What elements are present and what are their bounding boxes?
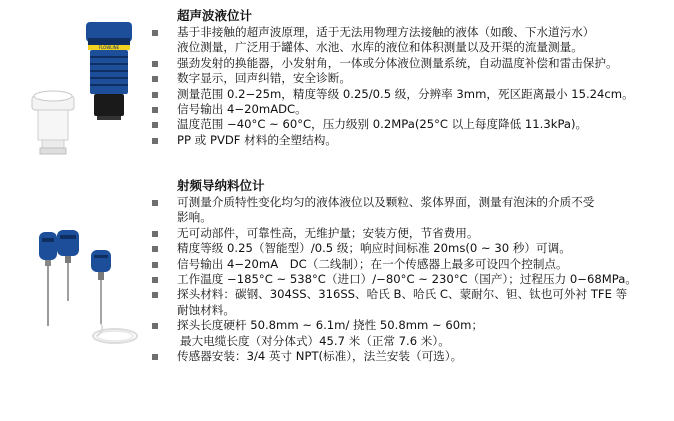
list-item: 测量范围 0.2−25m，精度等级 0.25/0.5 级，分辨率 3mm，死区距离最小 15.24cm。: [150, 87, 670, 102]
list-item: 温度范围 −40°C ~ 60°C，压力级别 0.2MPa(25°C 以上每度降低 11.3kPa)。: [150, 117, 670, 132]
square-bullet-icon: [152, 92, 158, 98]
blue-sensor: [86, 22, 132, 120]
square-bullet-icon: [152, 292, 158, 298]
white-sensor: [32, 91, 74, 154]
list-item: 信号输出 4−20mA DC（二线制）；在一个传感器上最多可设四个控制点。: [150, 257, 670, 272]
list-item: PP 或 PVDF 材料的全塑结构。: [150, 133, 670, 148]
square-bullet-icon: [152, 30, 158, 36]
list-item: 可测量介质特性变化均匀的液体液位以及颗粒、浆体界面，测量有泡沫的介质不受 影响。: [150, 195, 670, 226]
rf-sensor-right: [91, 250, 111, 324]
square-bullet-icon: [152, 323, 158, 329]
list-item: 工作温度 −185°C ~ 538°C（进口）/−80°C ~ 230°C（国产）；过程压力 0−68MPa。: [150, 272, 670, 287]
rf-sensor-middle: [57, 230, 79, 301]
section-title-rf-admittance: 射频导纳料位计: [177, 178, 265, 193]
list-item: 强劲发射的换能器，小发射角，一体或分体液位测量系统，自动温度补偿和雷击保护。: [150, 56, 670, 71]
list-item: 探头长度硬杆 50.8mm ~ 6.1m/ 挠性 50.8mm ~ 60m； 最大电缆长度（对分体式）45.7 米（正常 7.6 米）。: [150, 318, 670, 349]
feature-list-rf-admittance: [150, 195, 670, 364]
list-item: 探头材料：碳钢、304SS、316SS、哈氏 B、哈氏 C、蒙耐尔、钽、钛也可外衬 TFE 等 耐蚀材料。: [150, 287, 670, 318]
rf-admittance-sensor-image: [35, 216, 141, 356]
list-item: 信号输出 4−20mADC。: [150, 102, 670, 117]
section-title-ultrasonic: 超声波液位计: [177, 8, 253, 23]
list-item: 传感器安装：3/4 英寸 NPT(标准），法兰安装（可选）。: [150, 349, 670, 364]
square-bullet-icon: [152, 107, 158, 113]
square-bullet-icon: [152, 354, 158, 360]
square-bullet-icon: [152, 246, 158, 252]
feature-list-ultrasonic: [150, 25, 670, 148]
square-bullet-icon: [152, 231, 158, 237]
brand-text: FLOWLINE: [98, 45, 120, 50]
list-item: 无可动部件，可靠性高，无维护量；安装方便，节省费用。: [150, 226, 670, 241]
rf-sensor-left: [39, 232, 57, 326]
square-bullet-icon: [152, 277, 158, 283]
list-item: 数字显示，回声纠错，安全诊断。: [150, 71, 670, 86]
list-item: 基于非接触的超声波原理，适于无法用物理方法接触的液体（如酸、下水道污水） 液位测量，广泛用于罐体、水池、水库的液位和体积测量以及开渠的流量测量。: [150, 25, 670, 56]
square-bullet-icon: [152, 262, 158, 268]
square-bullet-icon: [152, 76, 158, 82]
square-bullet-icon: [152, 138, 158, 144]
cable-coil: [93, 324, 137, 343]
square-bullet-icon: [152, 61, 158, 67]
list-item: 精度等级 0.25（智能型）/0.5 级；响应时间标准 20ms(0 ~ 30 秒）可调。: [150, 241, 670, 256]
square-bullet-icon: [152, 200, 158, 206]
square-bullet-icon: [152, 122, 158, 128]
ultrasonic-sensor-image: [20, 18, 146, 168]
